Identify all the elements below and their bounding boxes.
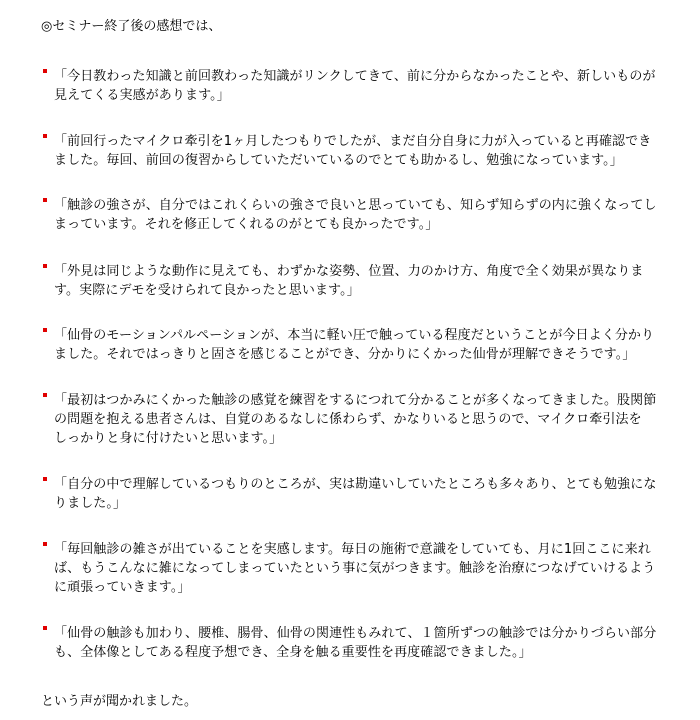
comment-text: 「毎回触診の雑さが出ていることを実感します。毎日の施術で意識をしていても、月に1回ここに来れば、もうこんなに雑になってしまっていたという事に気がつきます。触診を治療につなげていけるように頑張っていきます。」: [54, 542, 656, 595]
comment-text: 「最初はつかみにくかった触診の感覚を練習をするにつれて分かることが多くなってきました。股関節 の問題を抱える患者さんは、自覚のあるなしに係わらず、かなりいると思うので、マイクロ牽引法を しっかりと身に付けたいと思います。」: [54, 393, 670, 446]
bullet-icon: [43, 542, 47, 546]
comment-text: 「今日教わった知識と前回教わった知識がリンクしてきて、前に分からなかったことや、新しいものが見えてくる実感があります。」: [54, 69, 656, 103]
comment-text: 「仙骨のモーションパルペーションが、本当に軽い圧で触っている程度だということが今日よく分かりました。それではっきりと固さを感じることができ、分かりにくかった仙骨が理解できそうです。」: [54, 328, 655, 362]
comment-text: 「外見は同じような動作に見えても、わずかな姿勢、位置、力のかけ方、角度で全く効果が異なります。実際にデモを受けられて良かったと思います。」: [54, 264, 644, 298]
comment-item: [46, 475, 658, 513]
comment-item: [46, 326, 658, 364]
comment-item: [46, 624, 658, 662]
bullet-icon: [43, 393, 47, 397]
bullet-icon: [43, 134, 47, 138]
comment-item: [46, 67, 658, 105]
comment-text: 「仙骨の触診も加わり、腰椎、腸骨、仙骨の関連性もみれて、１箇所ずつの触診では分かりづらい部分も、全体像としてある程度予想でき、全身を触る重要性を再度確認できました。」: [54, 626, 657, 660]
bullet-icon: [43, 477, 47, 481]
comment-item: [46, 132, 658, 170]
closing-text: という声が聞かれました。: [41, 694, 198, 709]
comment-text: 「前回行ったマイクロ牽引を1ヶ月したつもりでしたが、まだ自分自身に力が入っていると再確認できました。毎回、前回の復習からしていただいているのでとても助かるし、勉強になっています。」: [54, 134, 652, 168]
bullet-icon: [43, 264, 47, 268]
bullet-icon: [43, 69, 47, 73]
page-heading: ◎セミナー終了後の感想では、: [41, 19, 222, 34]
comment-text: 「自分の中で理解しているつもりのところが、実は勘違いしていたところも多々あり、とても勉強になりました。」: [54, 477, 657, 511]
comment-item: [46, 540, 658, 597]
comment-item: [46, 391, 670, 448]
bullet-icon: [43, 626, 47, 630]
bullet-icon: [43, 198, 47, 202]
bullet-icon: [43, 328, 47, 332]
comment-text: 「触診の強さが、自分ではこれくらいの強さで良いと思っていても、知らず知らずの内に強くなってしまっています。それを修正してくれるのがとても良かったです。」: [54, 198, 657, 232]
comment-item: [46, 262, 658, 300]
comment-item: [46, 196, 658, 234]
